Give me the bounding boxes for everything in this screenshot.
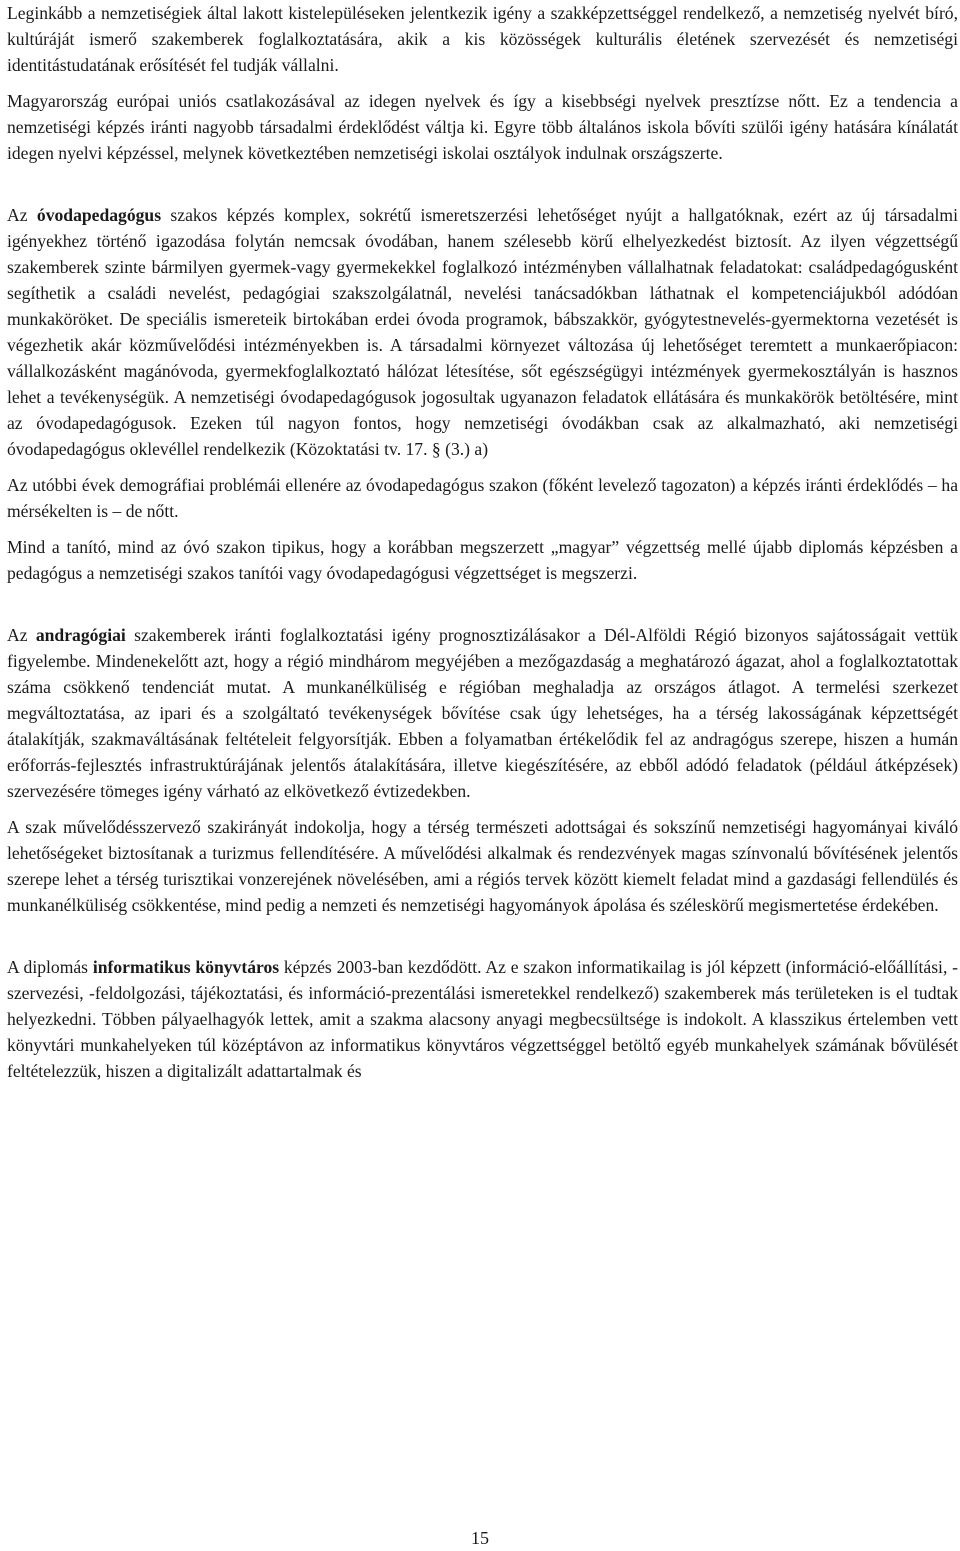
paragraph-keyword-librarian: informatikus könyvtáros bbox=[92, 957, 280, 977]
paragraph-eu-accession: Magyarország európai uniós csatlakozásával az idegen nyelvek és így a kisebbségi nyelvek presztízse nőtt. Ez a tendencia a nemzetiségi képzés iránti nagyobb társadalmi érdeklődést váltja ki. Egyre több általános iskola bővíti szülői igény hatására kínálatát idegen nyelvi képzéssel, melynek következtében nemzetiségi iskolai osztályok indulnak országszerte. bbox=[7, 91, 958, 163]
paragraph-cultural-organizer: A szak művelődésszervező szakirányát indokolja, hogy a térség természeti adottságai és sokszínű nemzetiségi hagyományai kiváló lehetőségeket biztosítanak a turizmus fellendítésére. A művelődési alkalmak és rendezvények magas színvonalú bővítésének jelentős szerepe lehet a térség turisztikai vonzerejének növelésében, ami a régiós tervek között kiemelt feladat mind a gazdasági fellendülés és munkanélküliség csökkentése, mind pedig a nemzeti és nemzetiségi hagyományok ápolása és széleskörű megismertetése érdekében. bbox=[7, 817, 958, 915]
paragraph-lead: Az bbox=[7, 625, 36, 645]
paragraph-informatics-librarian bbox=[7, 954, 958, 1084]
paragraph-kindergarten-teacher bbox=[7, 202, 958, 462]
paragraph-andragogy bbox=[7, 622, 958, 804]
paragraph-teacher-degree: Mind a tanító, mind az óvó szakon tipikus, hogy a korábban megszerzett „magyar” végzettség mellé újabb diplomás képzésben a pedagógus a nemzetiségi szakos tanítói vagy óvodapedagógusi végzettséget is megszerzi. bbox=[7, 537, 958, 583]
paragraph-lead: A diplomás bbox=[7, 957, 93, 977]
paragraph-body: szakos képzés komplex, sokrétű ismeretszerzési lehetőséget nyújt a hallgatóknak, ezért az új társadalmi igényekhez történő igazodása folytán nemcsak óvodában, hanem szélesebb körű elhelyezkedést biztosít. Az ilyen végzettségű szakemberek szinte bármilyen gyermek-vagy gyermekekkel foglalkozó intézményben vállalhatnak feladatokat: családpedagógusként segíthetik a családi nevelést, pedagógiai szakszolgálatnál, nevelési tanácsadókban láthatnak el kompetenciájukból adódóan munkaköröket. De speciális ismereteik birtokában erdei óvoda programok, bábszakkör, gyógytestnevelés-gyermektorna vezetését is végezhetik akár közművelődési intézményekben is. A társadalmi környezet változása új lehetőséget teremtett a munkaerőpiacon: vállalkozásként magánóvoda, gyermekfoglalkoztató hálózat létesítése, sőt egészségügyi intézmények gyermekosztályán is hasznos lehet a tevékenységük. A nemzetiségi óvodapedagógusok jogosultak ugyanazon feladatok ellátására és munkakörök betöltésére, mint az óvodapedagógusok. Ezeken túl nagyon fontos, hogy nemzetiségi óvodákban csak az alkalmazható, aki nemzetiségi óvodapedagógus oklevéllel rendelkezik (Közoktatási tv. 17. § (3.) a) bbox=[7, 205, 958, 459]
paragraph-keyword-kindergarten: óvodapedagógus bbox=[36, 205, 162, 225]
paragraph-demographics: Az utóbbi évek demográfiai problémái ellenére az óvodapedagógus szakon (főként levelező tagozaton) a képzés iránti érdeklődés – ha mérsékelten is – de nőtt. bbox=[7, 475, 958, 521]
paragraph-body: képzés 2003-ban kezdődött. Az e szakon informatikailag is jól képzett (információ-előállítási, -szervezési, -feldolgozási, tájékoztatási, és információ-prezentálási ismeretekkel rendelkező) szakemberek más területeken is el tudtak helyezkedni. Többen pályaelhagyók lettek, amit a szakma alacsony anyagi megbecsültsége is indokolt. A klasszikus értelemben vett könyvtári munkahelyeken túl középtávon az informatikus könyvtáros végzettséggel betöltő egyéb munkahelyek számának bővülését feltételezzük, hiszen a digitalizált adattartalmak és bbox=[7, 957, 958, 1081]
page-number: 15 bbox=[471, 1528, 489, 1548]
paragraph-lead: Az bbox=[7, 205, 37, 225]
paragraph-body: szakemberek iránti foglalkoztatási igény prognosztizálásakor a Dél-Alföldi Régió bizonyos sajátosságait vettük figyelembe. Mindenekelőtt azt, hogy a régió mindhárom megyéjében a mezőgazdaság a meghatározó ágazat, ahol a foglalkoztatottak száma csökkenő tendenciát mutat. A munkanélküliség e régióban meghaladja az országos átlagot. A termelési szerkezet megváltoztatása, az ipari és a szolgáltató tevékenységek bővítése csak úgy lehetséges, ha a térség lakosságának képzettségét átalakítják, szakmaváltásának feltételeit felgyorsítják. Ebben a folyamatban értékelődik fel az andragógus szerepe, hiszen a humán erőforrás-fejlesztés infrastruktúrájának jelentős átalakítására, illetve kiegészítésére, az ebből adódó feladatok (például átképzések) szervezésére tömeges igény várható az elkövetkező évtizedekben. bbox=[7, 625, 958, 801]
document-page bbox=[7, 0, 958, 1084]
paragraph-keyword-andragogy: andragógiai bbox=[35, 625, 126, 645]
paragraph-minority-settlements: Leginkább a nemzetiségiek által lakott kistelepüléseken jelentkezik igény a szakképzettséggel rendelkező, a nemzetiség nyelvét bíró, kultúráját ismerő szakemberek foglalkoztatására, akik a kis közösségek kulturális életének szervezését és nemzetiségi identitástudatának erősítését fel tudják vállalni. bbox=[7, 3, 958, 75]
